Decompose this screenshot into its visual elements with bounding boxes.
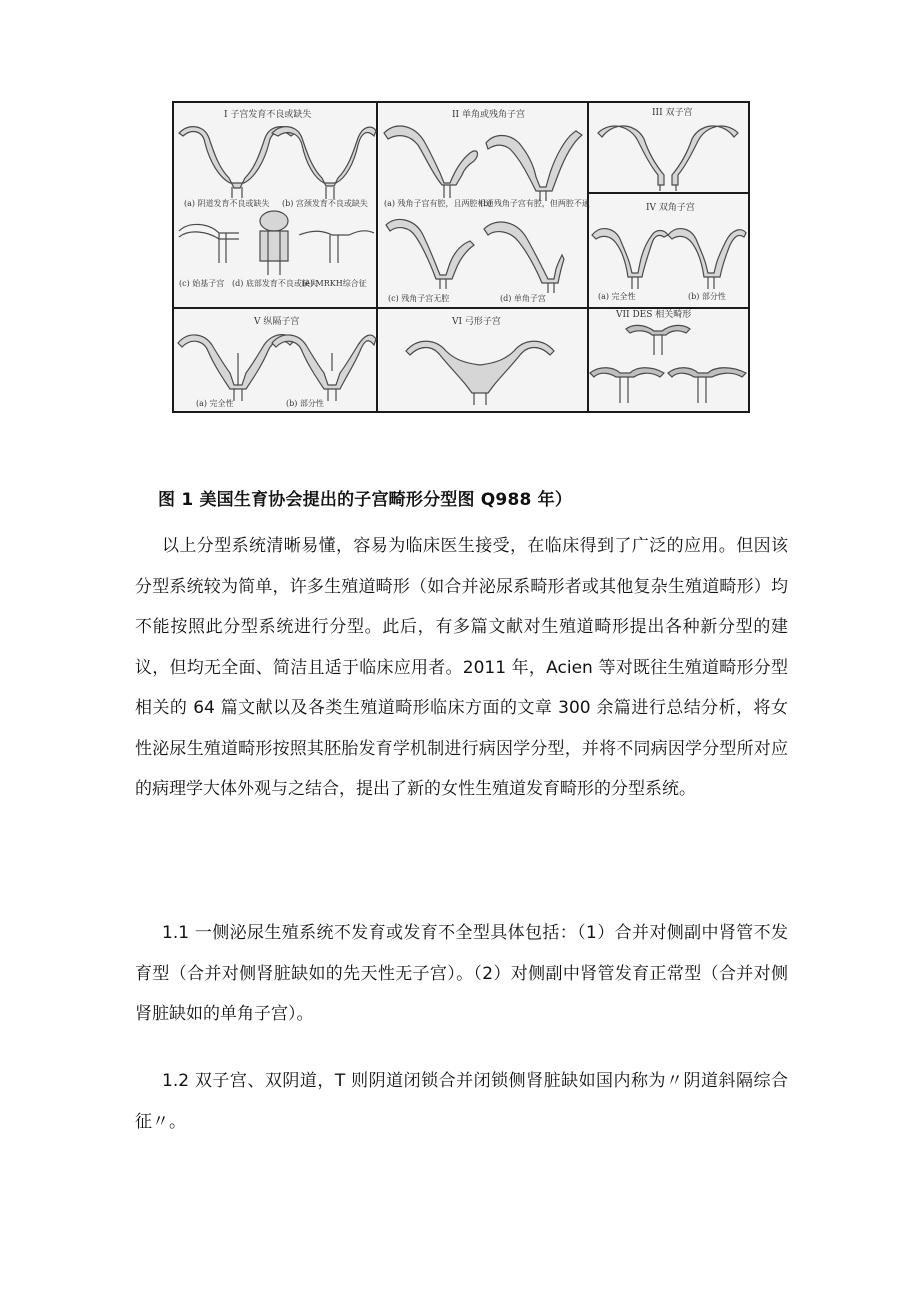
uterus-I-c (179, 224, 239, 263)
panel-I-title: I 子宫发育不良或缺失 (224, 110, 312, 120)
uterus-II-c (386, 219, 474, 289)
panel-I (179, 108, 376, 288)
panel-II (384, 108, 590, 303)
panel-I-caption-d: (d) 底部发育不良或缺失 (232, 279, 318, 288)
body-paragraph-2: 1.1 一侧泌尿生殖系统不发育或发育不全型具体包括：（1）合并对侧副中肾管不发育型（合并对侧肾脏缺如的先天性无子宫）。（2）对侧副中肾管发育正常型（合并对侧肾脏缺如的单角子宫）。 (135, 923, 788, 1024)
panel-IV (592, 201, 746, 301)
panel-IV-caption-b: (b) 部分性 (688, 292, 726, 301)
panel-VI (406, 315, 554, 405)
body-paragraph-3: 1.2 双子宫、双阴道，T 则阴道闭锁合并闭锁侧肾脏缺如国内称为〃阴道斜隔综合征〃。 (135, 1071, 788, 1132)
uterus-V-b (272, 335, 376, 401)
uterus-IV-a (592, 229, 668, 289)
figure-svg (174, 103, 748, 411)
uterus-VI (406, 341, 554, 405)
panel-VI-title: VI 弓形子宫 (452, 317, 501, 327)
uterus-I-e (299, 231, 374, 263)
uterine-anomaly-classification-figure (172, 101, 750, 413)
panel-V (178, 315, 376, 408)
panel-V-title: V 纵隔子宫 (254, 317, 300, 327)
panel-I-caption-b: (b) 宫颈发育不良或缺失 (282, 199, 368, 208)
panel-I-caption-e: (e) MRKH综合征 (302, 279, 367, 288)
uterus-IV-b (668, 229, 746, 289)
panel-VII (590, 308, 746, 403)
uterus-VII-b (590, 368, 664, 403)
panel-I-caption-c: (c) 始基子宫 (179, 279, 225, 288)
panel-I-caption-a: (a) 阴道发育不良或缺失 (184, 199, 270, 208)
panel-VII-title: VII DES 相关畸形 (616, 310, 692, 320)
panel-IV-caption-a: (a) 完全性 (598, 292, 636, 301)
uterus-I-d (260, 211, 288, 275)
uterus-II-b (486, 131, 582, 201)
panel-V-caption-b: (b) 部分性 (286, 399, 324, 408)
panel-II-caption-c: (c) 残角子宫无腔 (388, 294, 450, 303)
panel-V-caption-a: (a) 完全性 (196, 399, 234, 408)
uterus-II-a (384, 126, 477, 198)
panel-III-title: III 双子宫 (652, 108, 693, 118)
uterus-III (598, 126, 738, 191)
panel-II-caption-d: (d) 单角子宫 (500, 294, 546, 303)
figure-caption: 图 1 美国生育协会提出的子宫畸形分型图 Q988 年） (158, 490, 573, 510)
uterus-II-d (484, 222, 564, 293)
uterus-I-b (272, 127, 376, 199)
panel-II-caption-b: (b) 残角子宫有腔，但两腔不通 (480, 199, 590, 208)
uterus-VII-c (668, 368, 746, 403)
panel-IV-title: IV 双角子宫 (646, 203, 695, 213)
uterus-I-a (179, 127, 295, 198)
panel-III (598, 106, 738, 191)
panel-II-caption-a: (a) 残角子宫有腔，且两腔相通 (384, 199, 494, 208)
panel-II-title: II 单角或残角子宫 (452, 110, 525, 120)
body-paragraph-1: 以上分型系统清晰易懂，容易为临床医生接受，在临床得到了广泛的应用。但因该分型系统较为简单，许多生殖道畸形（如合并泌尿系畸形者或其他复杂生殖道畸形）均不能按照此分型系统进行分型。此后，有多篇文献对生殖道畸形提出各种新分型的建议，但均无全面、简洁且适于临床应用者。2011 年，Acien 等对既往生殖道畸形分型相关的 64 篇文献以及各类生殖道畸形临床方面的文章 300 余篇进行总结分析，将女性泌尿生殖道畸形按照其胚胎发育学机制进行病因学分型，并将不同病因学分型所对应的病理学大体外观与之结合，提出了新的女性生殖道发育畸形的分型系统。 (135, 536, 788, 799)
uterus-VII-a (626, 325, 690, 355)
